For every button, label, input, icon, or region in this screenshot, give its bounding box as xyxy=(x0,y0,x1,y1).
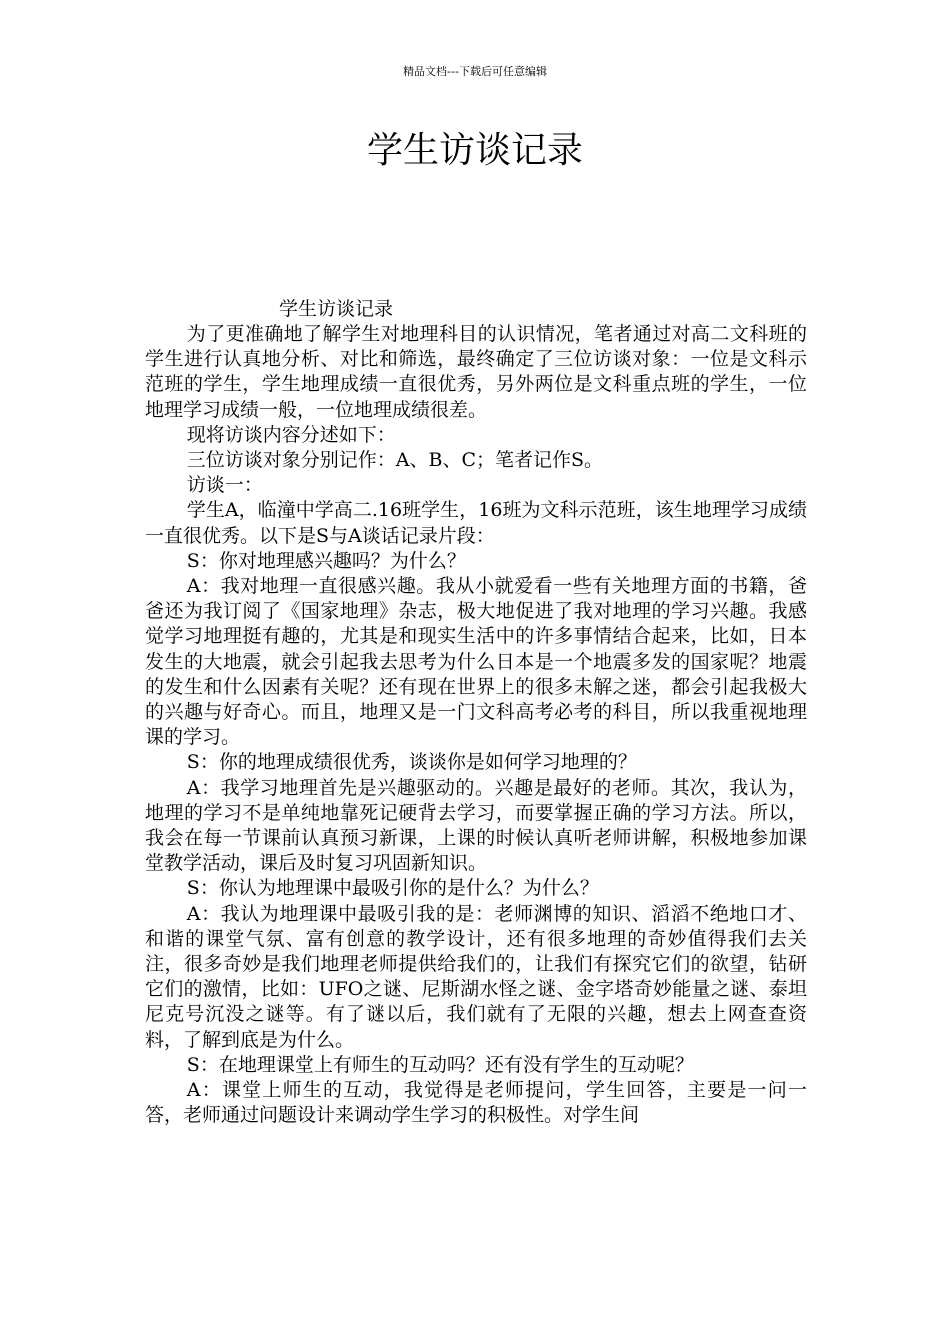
paragraph-answer-4: A：课堂上师生的互动，我觉得是老师提问，学生回答，主要是一问一答，老师通过问题设计来调动学生学习的积极性。对学生间 xyxy=(145,1079,807,1127)
paragraph-question-2: S：你的地理成绩很优秀，谈谈你是如何学习地理的？ xyxy=(186,751,637,774)
paragraph-intro: 为了更准确地了解学生对地理科目的认识情况，笔者通过对高二文科班的学生进行认真地分析、对比和筛选，最终确定了三位访谈对象：一位是文科示范班的学生，学生地理成绩一直很优秀，另外两位是文科重点班的学生，一位地理学习成绩一般，一位地理成绩很差。 xyxy=(145,323,807,421)
paragraph-overview: 现将访谈内容分述如下： xyxy=(186,423,396,446)
paragraph-answer-1: A：我对地理一直很感兴趣。我从小就爱看一些有关地理方面的书籍，爸爸还为我订阅了《国家地理》杂志，极大地促进了我对地理的学习兴趣。我感觉学习地理挺有趣的，尤其是和现实生活中的许多事情结合起来，比如，日本发生的大地震，就会引起我去思考为什么日本是一个地震多发的国家呢？地震的发生和什么因素有关呢？还有现在世界上的很多未解之迷，都会引起我极大的兴趣与好奇心。而且，地理又是一门文科高考必考的科目，所以我重视地理课的学习。 xyxy=(145,575,807,749)
paragraph-question-3: S：你认为地理课中最吸引你的是什么？为什么？ xyxy=(186,877,599,900)
document-body xyxy=(145,297,807,1129)
paragraph-question-4: S：在地理课堂上有师生的互动吗？还有没有学生的互动呢？ xyxy=(186,1053,694,1076)
document-title: 学生访谈记录 xyxy=(366,130,583,171)
paragraph-answer-3: A：我认为地理课中最吸引我的是：老师渊博的知识、滔滔不绝地口才、和谐的课堂气氛、富有创意的教学设计，还有很多地理的奇妙值得我们去关注，很多奇妙是我们地理老师提供给我们的，让我们有探究它们的欲望，钻研它们的激情，比如：UFO之谜、尼斯湖水怪之谜、金字塔奇妙能量之谜、泰坦尼克号沉没之谜等。有了谜以后，我们就有了无限的兴趣，想去上网查查资料，了解到底是为什么。 xyxy=(145,902,807,1051)
paragraph-answer-2: A：我学习地理首先是兴趣驱动的。兴趣是最好的老师。其次，我认为，地理的学习不是单纯地靠死记硬背去学习，而要掌握正确的学习方法。所以，我会在每一节课前认真预习新课，上课的时候认真听老师讲解，积极地参加课堂教学活动，课后及时复习巩固新知识。 xyxy=(145,776,807,875)
section-subtitle: 学生访谈记录 xyxy=(279,298,394,320)
header-note: 精品文档---下载后可任意编辑 xyxy=(403,65,547,78)
paragraph-question-1: S：你对地理感兴趣吗？为什么？ xyxy=(186,549,466,572)
paragraph-notation: 三位访谈对象分别记作：A、B、C；笔者记作S。 xyxy=(186,449,604,472)
paragraph-student-a-profile: 学生A，临潼中学高二.16班学生，16班为文科示范班，该生地理学习成绩一直很优秀。以下是S与A谈话记录片段： xyxy=(145,499,807,547)
paragraph-interview-heading: 访谈一： xyxy=(186,474,263,497)
